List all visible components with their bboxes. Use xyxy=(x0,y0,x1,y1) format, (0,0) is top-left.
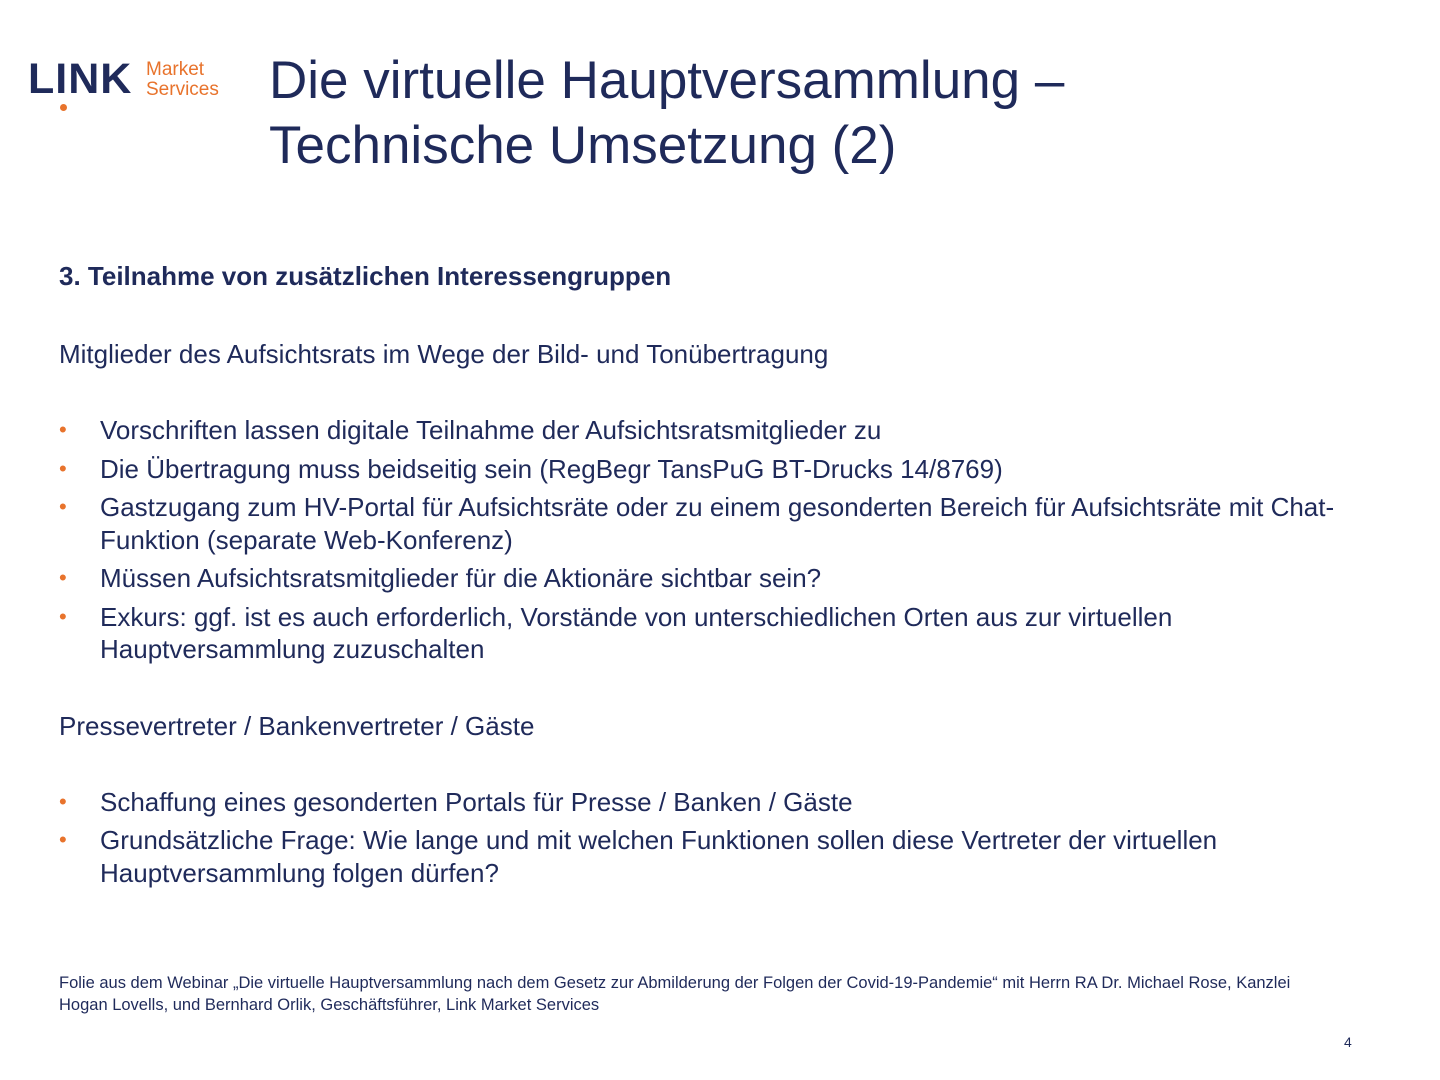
list-item xyxy=(59,491,1349,556)
list-item xyxy=(59,414,1349,447)
bullet-dot: • xyxy=(59,565,67,590)
group-heading-supervisory-board: Mitglieder des Aufsichtsrats im Wege der Bild- und Tonübertragung xyxy=(59,339,829,369)
group-heading-press-banks-guests: Pressevertreter / Bankenvertreter / Gäste xyxy=(59,710,535,741)
bullet-dot: • xyxy=(59,827,67,852)
list-item-text: Exkurs: ggf. ist es auch erforderlich, Vorstände von unterschiedlichen Orten aus zur virtuellen Hauptversammlung zuzuschalten xyxy=(100,601,1173,664)
slide-title xyxy=(269,48,1269,178)
logo-subtitle-line1: Market xyxy=(146,59,205,80)
slide-footer-note: Folie aus dem Webinar „Die virtuelle Hauptversammlung nach dem Gesetz zur Abmilderung der Folgen der Covid-19-Pandemie“ mit Herrn RA Dr. Michael Rose, Kanzlei Hogan Lovells, und Bernhard Orlik, Geschäftsführer, Link Market Services xyxy=(59,974,1291,1014)
list-item-text: Grundsätzliche Frage: Wie lange und mit welchen Funktionen sollen diese Vertreter der virtuellen Hauptversammlung folgen dürfen? xyxy=(100,825,1218,888)
logo-wordmark: LINK xyxy=(28,55,133,103)
bullet-dot: • xyxy=(59,455,67,481)
list-item xyxy=(59,824,1349,889)
bullet-dot: • xyxy=(59,788,67,814)
bullet-dot: • xyxy=(59,603,67,629)
list-item xyxy=(59,453,1349,486)
list-item xyxy=(59,562,1349,595)
logo-subtitle-line2: Services xyxy=(146,79,219,100)
section-heading: 3. Teilnahme von zusätzlichen Interessengruppen xyxy=(59,261,672,291)
page-number: 4 xyxy=(1344,1034,1352,1050)
slide-content xyxy=(59,258,1349,931)
list-item xyxy=(59,601,1349,666)
list-item-text: Gastzugang zum HV-Portal für Aufsichtsräte oder zu einem gesonderten Bereich für Aufsichtsräte mit Chat- Funktion (separate Web-Konferenz) xyxy=(100,492,1335,555)
list-item-text: Schaffung eines gesonderten Portals für Presse / Banken / Gäste xyxy=(100,786,853,817)
bullet-list-press-banks-guests xyxy=(59,786,1349,890)
logo-accent-dot xyxy=(60,104,67,111)
list-item-text: Vorschriften lassen digitale Teilnahme der Aufsichtsratsmitglieder zu xyxy=(100,415,882,445)
bullet-dot: • xyxy=(59,417,67,442)
slide-title-line1: Die virtuelle Hauptversammlung – xyxy=(269,51,1065,110)
link-market-services-logo xyxy=(28,55,228,118)
list-item-text: Die Übertragung muss beidseitig sein (RegBegr TansPuG BT-Drucks 14/8769) xyxy=(100,453,1003,484)
slide-title-line2: Technische Umsetzung (2) xyxy=(269,116,897,175)
bullet-dot: • xyxy=(59,494,67,519)
list-item-text: Müssen Aufsichtsratsmitglieder für die Aktionäre sichtbar sein? xyxy=(100,563,822,593)
list-item xyxy=(59,786,1349,819)
bullet-list-supervisory-board xyxy=(59,414,1349,666)
logo-subtitle xyxy=(146,60,219,100)
